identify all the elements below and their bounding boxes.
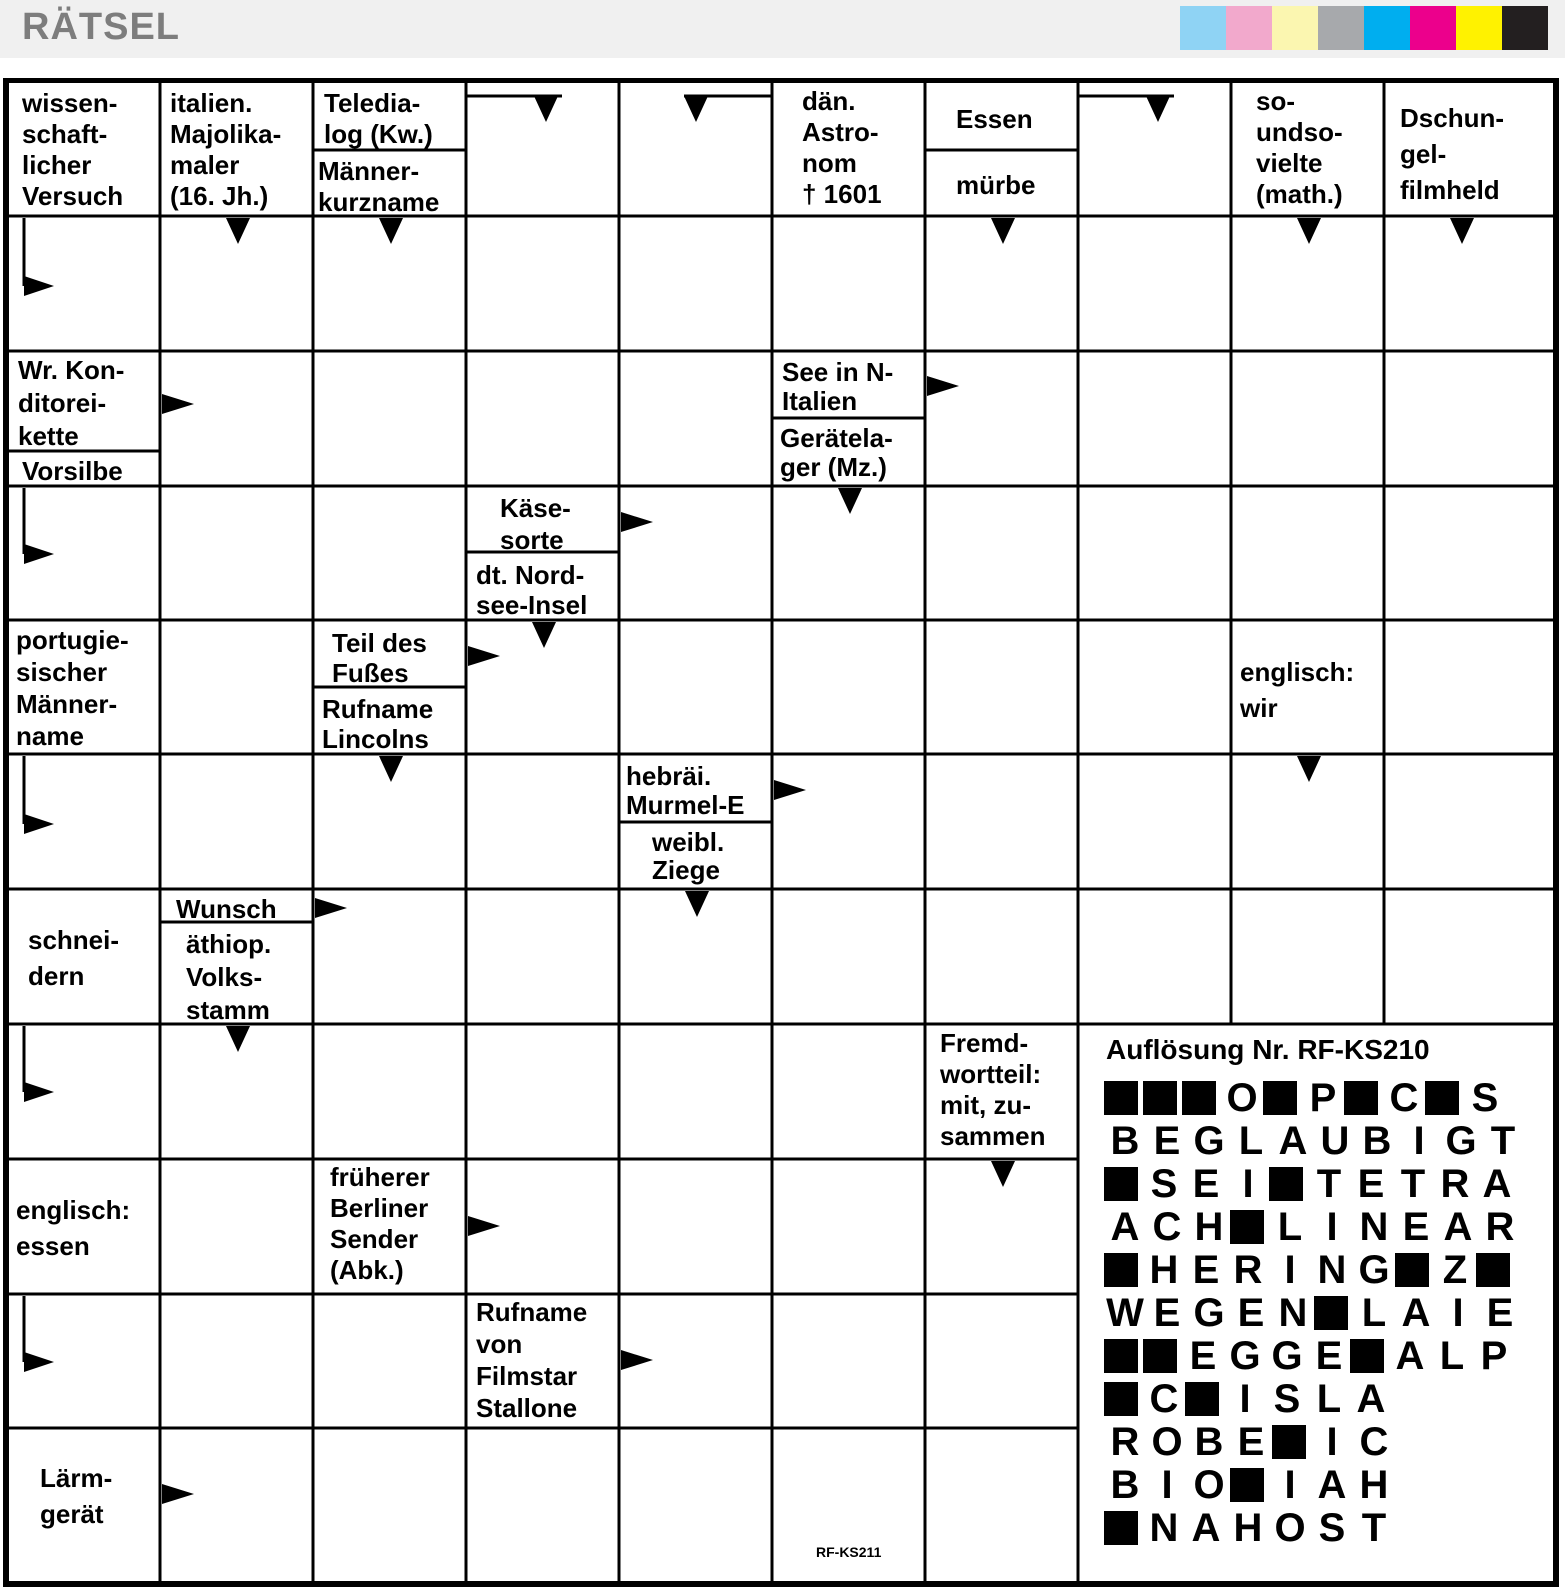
solution-row — [1104, 1379, 1392, 1419]
clue-englisch-essen: englisch: essen — [16, 1195, 131, 1261]
solution-letter: B — [1194, 1420, 1224, 1464]
solution-row — [1104, 1121, 1524, 1161]
solution-letter: G — [1271, 1334, 1303, 1378]
black-square — [1395, 1253, 1429, 1287]
black-square — [1104, 1081, 1138, 1115]
color-calibration-bar — [1180, 6, 1548, 50]
clue-maennerkurzname: Männer- kurzname — [318, 156, 440, 217]
solution-letter: O — [1193, 1463, 1225, 1507]
color-swatch — [1226, 6, 1272, 50]
arrow-down-icon — [534, 96, 558, 122]
clue-wunsch: Wunsch — [176, 894, 277, 924]
clue-dschungelfilmheld: Dschun- gel- filmheld — [1400, 103, 1504, 205]
arrow-right-icon — [24, 814, 54, 834]
solution-letter: N — [1278, 1291, 1308, 1335]
solution-letter: I — [1161, 1463, 1173, 1507]
black-square — [1263, 1081, 1297, 1115]
black-square — [1104, 1511, 1138, 1545]
solution-letter: O — [1226, 1076, 1258, 1120]
arrow-down-icon — [379, 218, 403, 244]
solution-letter: A — [1317, 1463, 1347, 1507]
solution-letter: A — [1395, 1334, 1425, 1378]
arrow-right-icon — [468, 646, 500, 666]
arrow-down-icon — [838, 488, 862, 514]
arrow-right-icon — [774, 780, 806, 800]
clue-teledialog: Teledia- log (Kw.) — [324, 88, 433, 149]
page-title: RÄTSEL — [22, 6, 180, 48]
solution-letter: I — [1326, 1420, 1338, 1464]
clue-muerbe: mürbe — [956, 170, 1036, 200]
solution-letter: E — [1153, 1119, 1181, 1163]
color-swatch — [1180, 6, 1226, 50]
solution-letter: Z — [1442, 1248, 1468, 1292]
solution-row — [1104, 1422, 1395, 1462]
arrow-down-icon — [1146, 96, 1170, 122]
solution-letter: T — [1400, 1162, 1426, 1206]
black-square — [1104, 1382, 1138, 1416]
arrow-down-icon — [1450, 218, 1474, 244]
solution-letter: B — [1110, 1119, 1140, 1163]
solution-row — [1104, 1164, 1518, 1204]
solution-letter: I — [1452, 1291, 1464, 1335]
black-square — [1314, 1296, 1348, 1330]
clue-teil-des-fusses: Teil des Fußes — [332, 628, 427, 688]
solution-letter: E — [1402, 1205, 1430, 1249]
solution-letter: E — [1237, 1420, 1265, 1464]
arrow-down-icon — [1297, 218, 1321, 244]
clue-vorsilbe: Vorsilbe — [22, 456, 123, 486]
solution-letter: G — [1229, 1334, 1261, 1378]
black-square — [1185, 1382, 1219, 1416]
solution-row — [1104, 1465, 1395, 1505]
solution-letter: L — [1361, 1291, 1387, 1335]
solution-letter: A — [1401, 1291, 1431, 1335]
clue-wissenschaftlicher-versuch: wissen- schaft- licher Versuch — [22, 88, 124, 211]
clue-aethiop-volksstamm: äthiop. Volks- stamm — [186, 929, 272, 1025]
solution-letter: R — [1110, 1420, 1140, 1464]
color-swatch — [1364, 6, 1410, 50]
solution-letter: E — [1189, 1334, 1217, 1378]
color-swatch — [1272, 6, 1318, 50]
solution-letter: N — [1149, 1506, 1179, 1550]
black-square — [1230, 1468, 1264, 1502]
clue-see-in-n-italien: See in N- Italien — [782, 357, 894, 416]
arrow-down-icon — [226, 1026, 250, 1052]
solution-letter: G — [1193, 1291, 1225, 1335]
solution-letter: O — [1151, 1420, 1183, 1464]
clue-hebraeisch-murmel-e: hebräi. Murmel-E — [626, 761, 745, 820]
arrow-down-icon — [379, 756, 403, 782]
color-swatch — [1456, 6, 1502, 50]
arrow-right-icon — [24, 544, 54, 564]
solution-letter: O — [1274, 1506, 1306, 1550]
black-square — [1104, 1253, 1138, 1287]
solution-letter: C — [1149, 1377, 1179, 1421]
solution-letter: H — [1194, 1205, 1224, 1249]
black-square — [1269, 1167, 1303, 1201]
clue-soundsovielte: so- undso- vielte (math.) — [1256, 86, 1343, 209]
puzzle-code: RF-KS211 — [816, 1544, 882, 1560]
solution-letter: G — [1358, 1248, 1390, 1292]
arrow-right-icon — [162, 1484, 194, 1504]
solution-letter: S — [1150, 1162, 1178, 1206]
solution-letter: E — [1192, 1248, 1220, 1292]
solution-row — [1104, 1207, 1521, 1247]
clue-laermgeraet: Lärm- gerät — [40, 1463, 113, 1529]
arrow-right-icon — [927, 376, 959, 396]
solution-letter: T — [1490, 1119, 1516, 1163]
solution-letter: H — [1233, 1506, 1263, 1550]
clue-kaesesorte: Käse- sorte — [500, 493, 571, 555]
black-square — [1272, 1425, 1306, 1459]
clue-italien-majolikamaler: italien. Majolika- maler (16. Jh.) — [170, 88, 282, 211]
header-bar — [0, 0, 1565, 58]
solution-letter: A — [1278, 1119, 1308, 1163]
arrow-down-icon — [1297, 756, 1321, 782]
solution-letter: E — [1192, 1162, 1220, 1206]
clue-essen: Essen — [956, 104, 1033, 134]
solution-letter: E — [1357, 1162, 1385, 1206]
solution-letter: B — [1362, 1119, 1392, 1163]
solution-letter: S — [1471, 1076, 1499, 1120]
solution-letter: L — [1277, 1205, 1303, 1249]
color-swatch — [1410, 6, 1456, 50]
clue-rufname-stallone: Rufname von Filmstar Stallone — [476, 1297, 588, 1423]
arrow-down-icon — [532, 622, 556, 648]
solution-letter: S — [1318, 1506, 1346, 1550]
clue-portugiesischer-maennername: portugie- sischer Männer- name — [16, 625, 129, 751]
solution-letter: U — [1320, 1119, 1350, 1163]
solution-letter: S — [1273, 1377, 1301, 1421]
solution-title: Auflösung Nr. RF-KS210 — [1106, 1034, 1430, 1065]
solution-letter: G — [1445, 1119, 1477, 1163]
solution-row — [1104, 1508, 1395, 1548]
solution-letter: L — [1439, 1334, 1465, 1378]
solution-letter: R — [1440, 1162, 1470, 1206]
clue-fremdwortteil: Fremd- wortteil: mit, zu- sammen — [940, 1028, 1046, 1151]
solution-letter: H — [1359, 1463, 1389, 1507]
clue-nordsee-insel: dt. Nord- see-Insel — [476, 560, 588, 620]
solution-letter: L — [1238, 1119, 1264, 1163]
solution-letter: A — [1110, 1205, 1140, 1249]
solution-letter: I — [1413, 1119, 1425, 1163]
solution-letter: R — [1485, 1205, 1515, 1249]
black-square — [1350, 1339, 1384, 1373]
solution-letter: E — [1237, 1291, 1265, 1335]
black-square — [1182, 1081, 1216, 1115]
arrow-right-icon — [621, 512, 653, 532]
arrow-down-icon — [991, 1161, 1015, 1187]
arrow-down-icon — [226, 218, 250, 244]
clue-schneidern: schnei- dern — [28, 925, 120, 991]
arrow-right-icon — [162, 394, 194, 414]
solution-letter: A — [1443, 1205, 1473, 1249]
solution-letter: C — [1359, 1420, 1389, 1464]
solution-letter: T — [1316, 1162, 1342, 1206]
solution-letter: N — [1317, 1248, 1347, 1292]
arrow-down-icon — [685, 891, 709, 917]
clue-weibl-ziege: weibl. Ziege — [652, 827, 725, 885]
solution-letter: T — [1361, 1506, 1387, 1550]
clue-wr-konditoreikette: Wr. Kon- ditorei- kette — [18, 355, 125, 451]
black-square — [1143, 1081, 1177, 1115]
black-square — [1230, 1210, 1264, 1244]
black-square — [1104, 1167, 1138, 1201]
solution-letter: P — [1309, 1076, 1337, 1120]
black-square — [1104, 1339, 1138, 1373]
solution-letter: B — [1110, 1463, 1140, 1507]
solution-letter: G — [1193, 1119, 1225, 1163]
clue-geraetelager: Gerätela- ger (Mz.) — [780, 423, 893, 482]
solution-letter: I — [1284, 1463, 1296, 1507]
black-square — [1476, 1253, 1510, 1287]
color-swatch — [1502, 6, 1548, 50]
arrow-right-icon — [24, 1082, 54, 1102]
solution-letter: A — [1356, 1377, 1386, 1421]
arrow-right-icon — [24, 1352, 54, 1372]
solution-letter: A — [1482, 1162, 1512, 1206]
clue-rufname-lincolns: Rufname Lincolns — [322, 694, 434, 754]
arrow-down-icon — [684, 96, 708, 122]
solution-letter: C — [1152, 1205, 1182, 1249]
arrow-right-icon — [468, 1216, 500, 1236]
solution-letter: E — [1153, 1291, 1181, 1335]
solution-letter: E — [1486, 1291, 1514, 1335]
solution-letter: A — [1191, 1506, 1221, 1550]
solution-row — [1104, 1078, 1506, 1118]
solution-letter: H — [1149, 1248, 1179, 1292]
solution-letter: I — [1326, 1205, 1338, 1249]
color-swatch — [1318, 6, 1364, 50]
clue-frueherer-berliner-sender: früherer Berliner Sender (Abk.) — [330, 1162, 430, 1285]
solution-letter: N — [1359, 1205, 1389, 1249]
solution-letter: W — [1106, 1291, 1144, 1335]
solution-letter: R — [1233, 1248, 1263, 1292]
solution-letter: P — [1480, 1334, 1508, 1378]
black-square — [1143, 1339, 1177, 1373]
solution-row — [1104, 1293, 1521, 1333]
clue-daen-astronom: dän. Astro- nom † 1601 — [802, 86, 882, 209]
black-square — [1425, 1081, 1459, 1115]
solution-letter: I — [1239, 1377, 1251, 1421]
arrow-right-icon — [621, 1350, 653, 1370]
arrow-right-icon — [24, 276, 54, 296]
solution-letter: C — [1389, 1076, 1419, 1120]
arrow-down-icon — [991, 218, 1015, 244]
black-square — [1344, 1081, 1378, 1115]
solution-row — [1104, 1250, 1515, 1290]
solution-letter: E — [1315, 1334, 1343, 1378]
clue-englisch-wir: englisch: wir — [1240, 657, 1355, 723]
arrow-right-icon — [315, 898, 347, 918]
solution-row — [1104, 1336, 1515, 1376]
solution-letter: I — [1242, 1162, 1254, 1206]
solution-letter: L — [1316, 1377, 1342, 1421]
solution-letter: I — [1284, 1248, 1296, 1292]
